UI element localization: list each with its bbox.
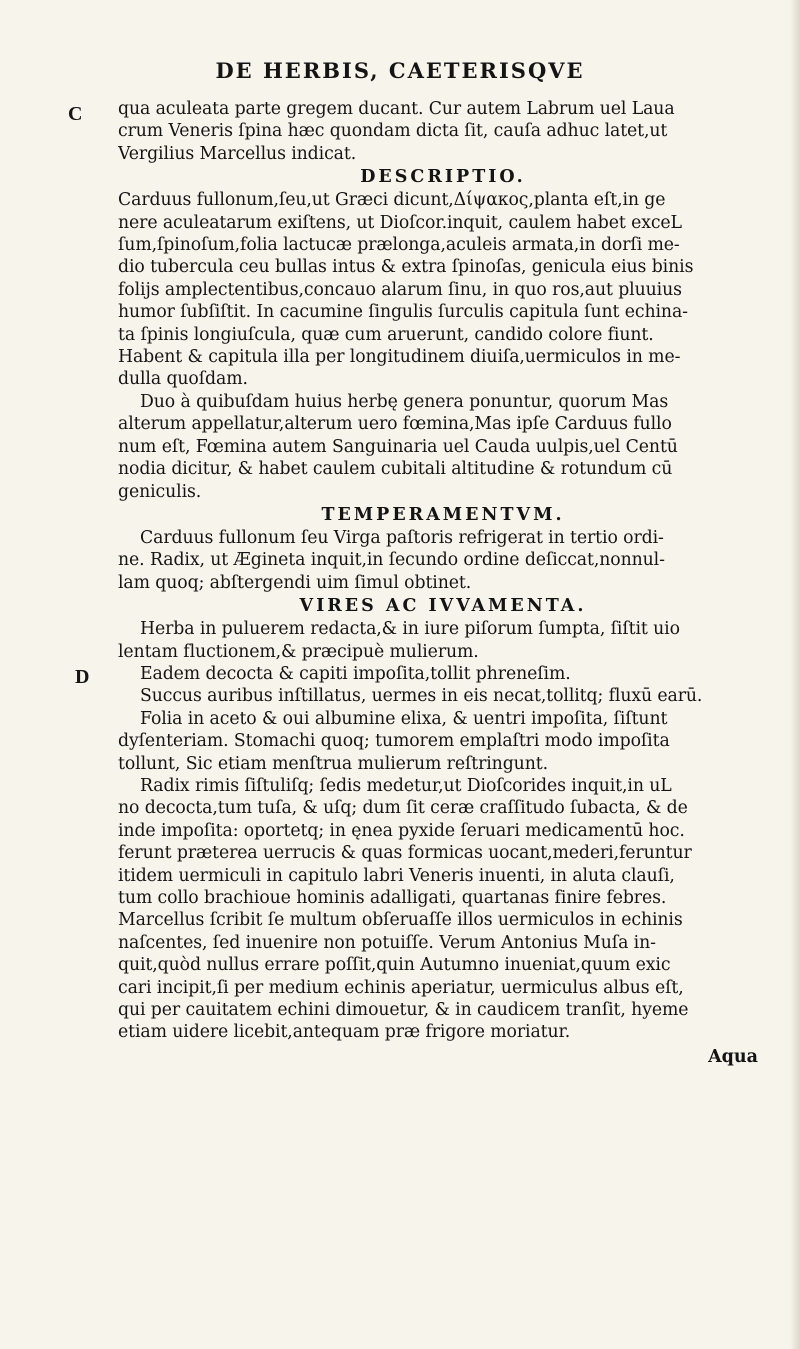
paragraph xyxy=(118,391,768,503)
text-line: num eſt, Fœmina autem Sanguinaria uel Cauda uulpis,uel Centū xyxy=(118,436,678,457)
text-line: Vergilius Marcellus indicat. xyxy=(118,143,357,164)
text-line: nodia dicitur, & habet caulem cubitali altitudine & rotundum cū xyxy=(118,459,673,480)
paragraph xyxy=(118,685,768,707)
section-heading: VIRES AC IVVAMENTA. xyxy=(299,596,587,617)
paragraph xyxy=(118,618,768,663)
text-line: humor ſubſiſtit. In cacumine ſingulis ſurculis capitula ſunt echina- xyxy=(118,302,688,323)
text-line: ſum,ſpinoſum,folia lactucæ prælonga,aculeis armata,in dorſi me- xyxy=(118,235,680,256)
text-line: dyſenteriam. Stomachi quoq; tumorem emplaſtri modo impoſita xyxy=(118,731,670,752)
text-line: etiam uidere licebit,antequam præ frigore moriatur. xyxy=(118,1022,571,1043)
text-line: Marcellus ſcribit ſe multum obſeruaſſe illos uermiculos in echinis xyxy=(118,910,683,931)
text-line: tollunt, Sic etiam menſtrua mulierum reſtringunt. xyxy=(118,753,548,774)
catchword: Aqua xyxy=(708,1046,758,1067)
text-line: folijs amplectentibus,concauo alarum ſinu, in quo ros,aut pluuius xyxy=(118,279,682,300)
text-line: Habent & capitula illa per longitudinem diuiſa,uermiculos in me- xyxy=(118,347,681,368)
text-line: Carduus fullonum ſeu Virga paſtoris refrigerat in tertio ordi- xyxy=(140,527,664,548)
text-line: crum Veneris ſpina hæc quondam dicta ſit, cauſa adhuc latet,ut xyxy=(118,121,668,142)
paragraph xyxy=(118,775,768,1044)
text-line: Herba in puluerem redacta,& in iure piſorum ſumpta, ſiſtit uio xyxy=(140,619,680,640)
margin-letter-d: D xyxy=(75,666,90,688)
text-line: itidem uermiculi in capitulo labri Veneris inuenti, in aluta clauſi, xyxy=(118,865,675,886)
text-line: nere aculeatarum exiſtens, ut Dioſcor.inquit, caulem habet exceL xyxy=(118,212,682,233)
paragraph xyxy=(118,663,768,685)
text-line: ta ſpinis longiuſcula, quæ cum aruerunt, candido colore fiunt. xyxy=(118,324,654,345)
text-line: Succus auribus inſtillatus, uermes in eis necat,tollitq; fluxū earū. xyxy=(140,686,703,707)
text-line: quit,quòd nullus errare poſſit,quin Autumno inueniat,quum exic xyxy=(118,955,671,976)
text-line: qua aculeata parte gregem ducant. Cur autem Labrum uel Laua xyxy=(118,99,675,119)
text-line: Eadem decocta & capiti impoſita,tollit phreneſim. xyxy=(140,663,571,684)
text-line: no decocta,tum tuſa, & uſq; dum ſit ceræ craſſitudo ſubacta, & de xyxy=(118,798,688,819)
paragraph xyxy=(118,708,768,775)
text-line: Carduus fullonum,ſeu,ut Græci dicunt,Δίψακος,planta eſt,in ge xyxy=(118,190,666,211)
text-line: naſcentes, ſed inuenire non potuiſſe. Verum Antonius Muſa in- xyxy=(118,932,656,953)
text-line: Radix rimis ſiſtuliſq; ſedis medetur,ut Dioſcorides inquit,in uL xyxy=(140,775,672,796)
text-line: tum collo brachioue hominis adalligati, quartanas finire febres. xyxy=(118,888,667,908)
text-line: inde impoſita: oportetq; in ęnea pyxide ſeruari medicamentū hoc. xyxy=(118,820,685,841)
text-line: dio tubercula ceu bullas intus & extra ſpinoſas, genicula eius binis xyxy=(118,257,694,278)
text-line: dulla quoſdam. xyxy=(118,369,248,390)
paragraph xyxy=(118,189,768,391)
text-line: ne. Radix, ut Ægineta inquit,in ſecundo ordine deſiccat,nonnul- xyxy=(118,550,665,571)
text-line: lam quoq; abſtergendi uim ſimul obtinet. xyxy=(118,572,472,593)
text-line: Duo à quibuſdam huius herbę genera ponuntur, quorum Mas xyxy=(140,391,669,412)
text-line: cari incipit,ſi per medium echinis aperiatur, uermiculus albus eſt, xyxy=(118,977,684,998)
text-line: geniculis. xyxy=(118,481,202,502)
running-head: DE HERBIS, CAETERISQVE xyxy=(215,58,585,83)
paragraph xyxy=(118,527,768,594)
text-line: ferunt præterea uerrucis & quas formicas uocant,mederi,feruntur xyxy=(118,843,692,864)
text-line: lentam fluctionem,& præcipuè mulierum. xyxy=(118,641,479,662)
paragraph xyxy=(118,98,768,165)
page-edge xyxy=(790,0,800,1349)
text-line: qui per cauitatem echini dimouetur, & in caudicem tranſit, hyeme xyxy=(118,1000,689,1021)
section-heading: TEMPERAMENTVM. xyxy=(321,504,565,525)
margin-letter-c: C xyxy=(68,103,83,125)
text-line: Folia in aceto & oui albumine elixa, & uentri impoſita, ſiſtunt xyxy=(140,708,668,729)
body-text xyxy=(118,98,768,1070)
text-line: alterum appellatur,alterum uero fœmina,Mas ipſe Carduus fullo xyxy=(118,414,672,435)
section-heading: DESCRIPTIO. xyxy=(360,167,526,188)
